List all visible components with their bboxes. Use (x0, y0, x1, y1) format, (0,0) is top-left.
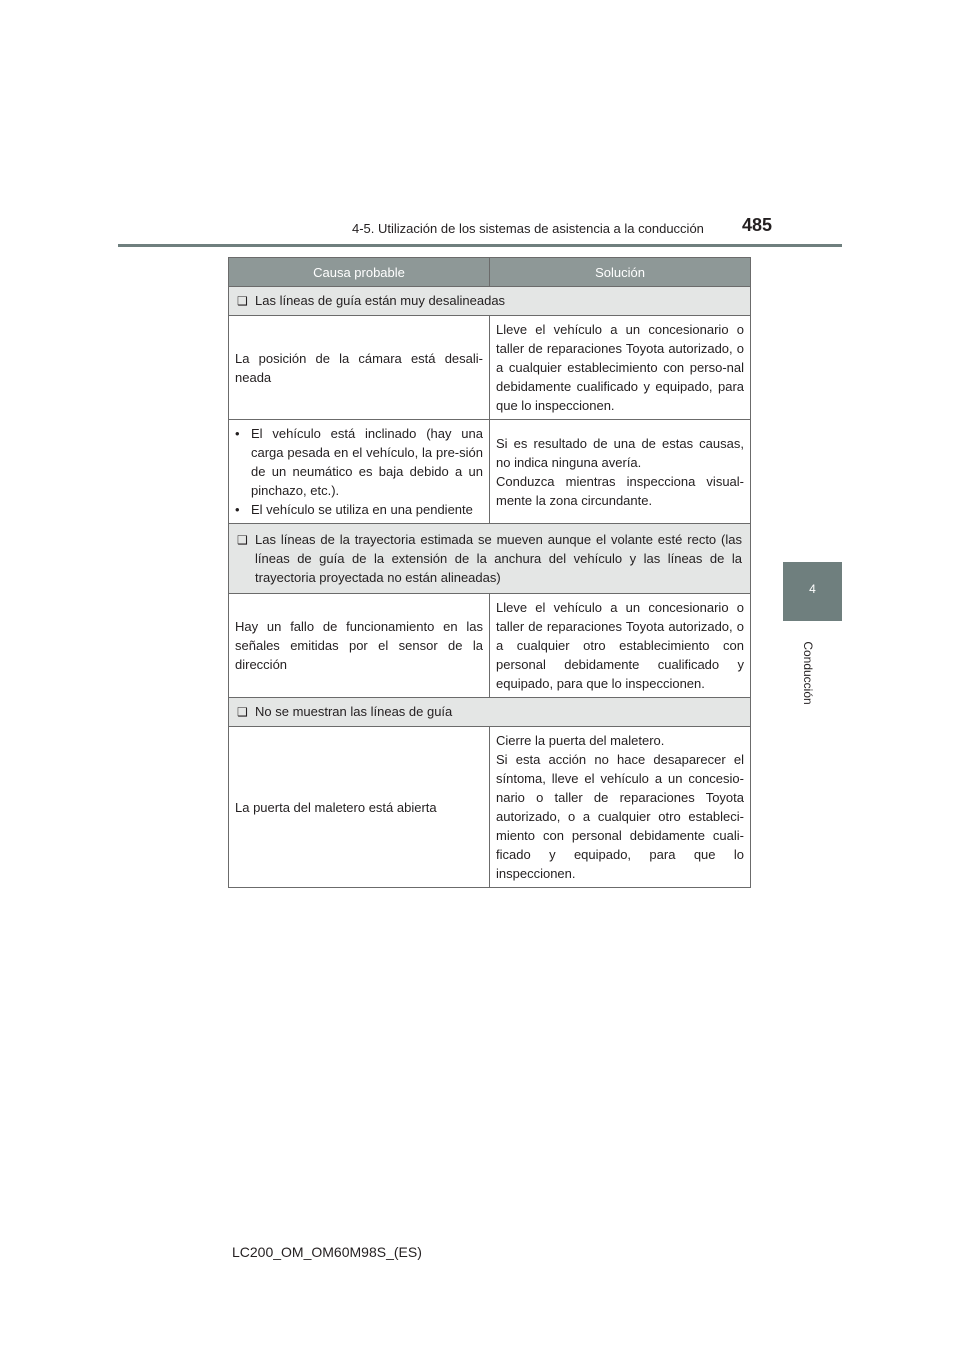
bullet-icon: • (235, 502, 240, 517)
section-title-text: No se muestran las líneas de guía (255, 704, 453, 719)
checkbox-icon: ❑ (237, 705, 248, 719)
solution-line: Cierre la puerta del maletero. (496, 733, 665, 748)
bullet-text: El vehículo está inclinado (hay una carga pesada en el vehículo, la pre-sión de un neumático es baja debido a un pinchazo, etc.). (251, 426, 483, 498)
column-header-cause: Causa probable (229, 258, 490, 287)
header-rule (118, 244, 842, 247)
column-header-solution: Solución (490, 258, 751, 287)
table-row (229, 594, 751, 698)
section-row (229, 287, 751, 316)
section-cell (229, 287, 751, 316)
cause-cell: La puerta del maletero está abierta (229, 727, 490, 888)
bullet-item (235, 500, 483, 519)
section-cell (229, 524, 751, 594)
chapter-name (798, 633, 818, 713)
bullet-icon: • (235, 426, 240, 441)
cause-cell: Hay un fallo de funcionamiento en las señales emitidas por el sensor de la dirección (229, 594, 490, 698)
checkbox-icon: ❑ (237, 533, 248, 547)
chapter-name-label: Conducción (801, 641, 815, 705)
section-cell (229, 698, 751, 727)
page-number: 485 (742, 215, 773, 235)
chapter-number: 4 (809, 582, 816, 596)
bullet-text: El vehículo se utiliza en una pendiente (251, 502, 473, 517)
checkbox-icon: ❑ (237, 294, 248, 308)
section-title: 4-5. Utilización de los sistemas de asistencia a la conducción (352, 221, 704, 236)
section-title-text: Las líneas de la trayectoria estimada se mueven aunque el volante esté recto (las líneas de guía de la extensión de la anchura del vehículo y las líneas de la trayectoria proyectada no están alineadas) (255, 532, 742, 585)
section-title-text: Las líneas de guía están muy desalineadas (255, 293, 506, 308)
table-row (229, 420, 751, 524)
solution-cell: Lleve el vehículo a un concesionario o taller de reparaciones Toyota autorizado, o a cualquier otro establecimiento con personal debidamente cualificado y equipado, para que lo inspeccionen. (490, 594, 751, 698)
solution-line: Si esta acción no hace desaparecer el síntoma, lleve el vehículo a un concesio-nario o taller de reparaciones Toyota autorizado, o a cualquier otro estableci-miento con personal debidamente cuali-ficado y equipado, para que lo inspeccionen. (496, 752, 744, 881)
solution-line: Conduzca mientras inspecciona visual-mente la zona circundante. (496, 473, 744, 508)
table-header-row (229, 258, 751, 287)
troubleshooting-table (228, 257, 751, 888)
chapter-tab[interactable] (783, 562, 842, 621)
bullet-item (235, 424, 483, 500)
cause-cell: La posición de la cámara está desali-neada (229, 316, 490, 420)
solution-cell: Lleve el vehículo a un concesionario o taller de reparaciones Toyota autorizado, o a cualquier establecimiento con perso-nal debidamente cualificado y equipado, para que lo inspeccionen. (490, 316, 751, 420)
section-row (229, 698, 751, 727)
solution-cell (490, 420, 751, 524)
table-row (229, 316, 751, 420)
cause-cell (229, 420, 490, 524)
solution-line: Si es resultado de una de estas causas, no indica ninguna avería. (496, 435, 744, 470)
manual-code: LC200_OM_OM60M98S_(ES) (232, 1244, 422, 1260)
table-row (229, 727, 751, 888)
solution-cell (490, 727, 751, 888)
section-row (229, 524, 751, 594)
